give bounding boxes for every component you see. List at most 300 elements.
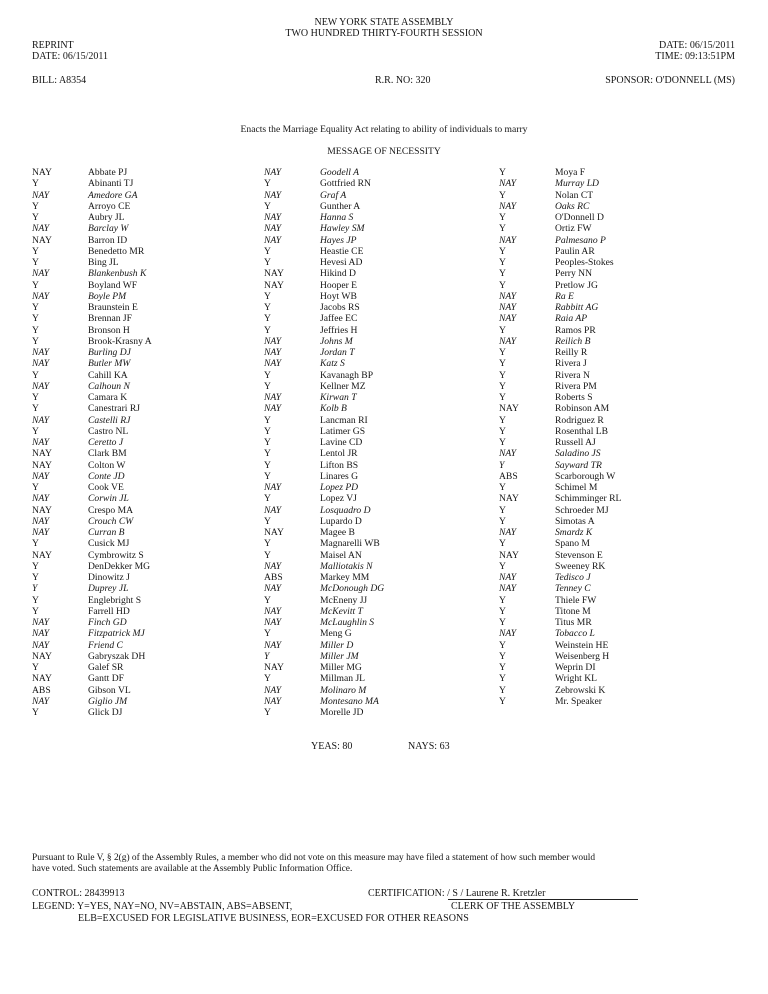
vote-value: Y (32, 560, 39, 572)
vote-row (32, 268, 152, 279)
vote-value: NAY (499, 403, 519, 415)
member-name: Jordan T (320, 347, 355, 358)
vote-value: Y (499, 212, 506, 223)
vote-row (264, 313, 384, 324)
member-name: Spano M (555, 538, 590, 550)
vote-row (32, 392, 152, 403)
vote-row (499, 550, 621, 561)
vote-value: Y (32, 425, 39, 437)
vote-row (264, 336, 384, 347)
member-name: Rosenthal LB (555, 425, 609, 437)
member-name: Gantt DF (88, 673, 124, 685)
member-name: Kellner MZ (320, 380, 366, 392)
vote-row (499, 358, 621, 369)
vote-value: NAY (499, 527, 517, 538)
vote-value: Y (32, 392, 39, 403)
vote-row (499, 685, 621, 696)
vote-row (499, 572, 621, 583)
vote-row (32, 212, 152, 223)
vote-value: NAY (32, 448, 52, 460)
member-name: O'Donnell D (555, 212, 604, 223)
vote-value: NAY (264, 662, 284, 673)
member-name: Castelli RJ (88, 414, 131, 426)
vote-row (32, 358, 152, 369)
vote-value: Y (499, 223, 506, 235)
vote-value: NAY (264, 583, 282, 595)
vote-value: Y (499, 617, 506, 628)
member-name: Magee B (320, 527, 355, 538)
vote-row (499, 178, 621, 189)
vote-value: Y (264, 650, 270, 662)
vote-value: NAY (264, 234, 282, 246)
vote-row (499, 640, 621, 651)
vote-row (264, 516, 384, 527)
member-name: Weinstein HE (555, 639, 609, 651)
member-name: Weisenberg H (555, 650, 610, 662)
vote-value: Y (264, 200, 271, 212)
member-name: Thiele FW (555, 594, 597, 606)
member-name: Hoyt WB (320, 290, 357, 302)
member-name: McLaughlin S (320, 617, 375, 628)
vote-value: NAY (264, 482, 282, 493)
vote-row (264, 628, 384, 639)
member-name: Lancman RI (320, 414, 368, 426)
vote-column-2 (264, 167, 384, 718)
member-name: Rivera J (555, 358, 587, 370)
vote-row (32, 291, 152, 302)
member-name: Bing JL (88, 257, 119, 268)
yeas-total: YEAS: 80 (311, 741, 353, 752)
vote-row (32, 572, 152, 583)
member-name: Saladino JS (555, 448, 601, 460)
vote-value: NAY (264, 335, 282, 347)
vote-value: Y (264, 628, 271, 640)
vote-value: Y (264, 459, 271, 471)
member-name: Robinson AM (555, 403, 610, 415)
vote-row (32, 336, 152, 347)
vote-value: NAY (264, 617, 282, 628)
vote-value: Y (264, 257, 271, 268)
member-name: Linares G (320, 470, 359, 482)
member-name: Losquadro D (320, 504, 371, 516)
vote-row (32, 628, 152, 639)
vote-value: NAY (32, 639, 50, 651)
member-name: Magnarelli WB (320, 538, 380, 550)
vote-row (499, 212, 621, 223)
vote-row (264, 437, 384, 448)
member-name: Dinowitz J (88, 572, 130, 583)
vote-value: Y (499, 504, 506, 516)
vote-value: Y (499, 605, 506, 617)
vote-row (264, 482, 384, 493)
vote-value: Y (32, 302, 39, 313)
member-name: Maisel AN (320, 549, 362, 561)
vote-row (32, 347, 152, 358)
vote-value: NAY (32, 504, 52, 516)
member-name: Lentol JR (320, 448, 358, 460)
vote-row (499, 606, 621, 617)
vote-row (499, 246, 621, 257)
vote-row (264, 685, 384, 696)
vote-row (499, 392, 621, 403)
vote-row (499, 493, 621, 504)
member-name: Glick DJ (88, 707, 123, 718)
member-name: Lopez PD (320, 482, 359, 493)
member-name: Perry NN (555, 268, 593, 280)
member-name: Morelle JD (320, 707, 364, 718)
vote-row (264, 358, 384, 369)
member-name: Abinanti TJ (88, 178, 134, 190)
vote-row (32, 448, 152, 459)
vote-value: NAY (264, 684, 282, 696)
vote-value: NAY (499, 234, 517, 246)
vote-row (264, 392, 384, 403)
vote-row (32, 223, 152, 234)
vote-value: NAY (499, 200, 517, 212)
vote-row (32, 471, 152, 482)
vote-value: NAY (32, 515, 50, 527)
vote-value: Y (499, 662, 506, 673)
vote-value: Y (264, 380, 271, 392)
member-name: Calhoun N (88, 380, 130, 392)
vote-value: Y (264, 470, 271, 482)
vote-value: Y (32, 538, 39, 550)
vote-row (499, 291, 621, 302)
member-name: Markey MM (320, 572, 370, 583)
vote-row (499, 561, 621, 572)
member-name: Simotas A (555, 515, 595, 527)
vote-value: NAY (264, 695, 282, 707)
vote-value: NAY (499, 335, 517, 347)
vote-value: NAY (264, 392, 282, 403)
member-name: Ramos PR (555, 324, 596, 336)
vote-row (264, 167, 384, 178)
vote-time: TIME: 09:13:51PM (655, 51, 735, 62)
vote-row (264, 583, 384, 594)
member-name: Barclay W (88, 223, 129, 235)
vote-value: Y (499, 245, 506, 257)
vote-value: Y (499, 257, 506, 268)
legend-line1: LEGEND: Y=YES, NAY=NO, NV=ABSTAIN, ABS=ABSENT, (32, 901, 293, 912)
member-name: Galef SR (88, 662, 124, 673)
vote-row (32, 370, 152, 381)
reprint-label: REPRINT (32, 40, 74, 51)
member-name: Schroeder MJ (555, 504, 609, 516)
vote-value: Y (32, 572, 39, 583)
vote-value: NAY (264, 189, 282, 201)
member-name: Zebrowski K (555, 684, 606, 696)
vote-value: NAY (499, 313, 517, 325)
vote-value: NAY (499, 583, 517, 595)
member-name: Murray LD (555, 178, 599, 190)
vote-row (264, 246, 384, 257)
member-name: Ceretto J (88, 437, 124, 448)
vote-value: Y (499, 684, 506, 696)
vote-row (499, 235, 621, 246)
vote-value: Y (32, 605, 39, 617)
vote-value: Y (499, 369, 506, 381)
vote-row (264, 347, 384, 358)
vote-value: Y (264, 302, 271, 313)
vote-row (32, 662, 152, 673)
vote-value: Y (499, 459, 505, 471)
vote-value: Y (264, 515, 271, 527)
vote-value: Y (264, 493, 271, 505)
member-name: Kavanagh BP (320, 369, 374, 381)
member-name: Palmesano P (555, 234, 606, 246)
vote-value: NAY (499, 448, 517, 460)
member-name: Gottfried RN (320, 178, 371, 190)
vote-value: NAY (499, 493, 519, 505)
vote-row (499, 370, 621, 381)
member-name: Aubry JL (88, 212, 125, 223)
vote-row (499, 696, 621, 707)
bill-number: BILL: A8354 (32, 75, 87, 86)
member-name: Graf A (320, 189, 347, 201)
member-name: Rivera PM (555, 380, 597, 392)
vote-value: Y (264, 245, 271, 257)
member-name: Hikind D (320, 268, 356, 280)
vote-row (264, 212, 384, 223)
vote-value: NAY (264, 403, 282, 415)
member-name: McEneny JJ (320, 594, 368, 606)
member-name: Wright KL (555, 673, 597, 685)
vote-value: Y (32, 245, 39, 257)
vote-value: Y (499, 695, 506, 707)
vote-row (32, 460, 152, 471)
vote-row (499, 336, 621, 347)
bill-description: Enacts the Marriage Equality Act relating to ability of individuals to marry (240, 124, 528, 135)
vote-row (499, 628, 621, 639)
vote-value: NAY (32, 358, 50, 370)
member-name: Weprin DI (555, 662, 596, 673)
vote-value: ABS (32, 684, 51, 696)
vote-row (264, 223, 384, 234)
vote-value: Y (264, 425, 271, 437)
vote-value: NAY (32, 493, 50, 505)
vote-value: Y (32, 178, 39, 190)
member-name: Gibson VL (88, 684, 131, 696)
member-name: Latimer GS (320, 425, 366, 437)
vote-row (32, 482, 152, 493)
member-name: Cahill KA (88, 369, 128, 381)
vote-row (264, 302, 384, 313)
vote-value: Y (264, 594, 271, 606)
session-title: TWO HUNDRED THIRTY-FOURTH SESSION (285, 28, 483, 39)
member-name: Finch GD (88, 617, 127, 628)
vote-row (32, 178, 152, 189)
vote-value: Y (32, 212, 39, 223)
vote-column-1 (32, 167, 152, 718)
vote-value: Y (264, 313, 271, 325)
member-name: Scarborough W (555, 470, 616, 482)
vote-value: Y (499, 358, 506, 370)
member-name: Brennan JF (88, 313, 132, 325)
member-name: Jaffee EC (320, 313, 358, 325)
vote-value: NAY (499, 302, 517, 313)
member-name: Boyland WF (88, 279, 138, 291)
member-name: Miller MG (320, 662, 362, 673)
vote-value: NAY (499, 290, 517, 302)
vote-value: NAY (32, 189, 50, 201)
vote-row (264, 640, 384, 651)
member-name: Rivera N (555, 369, 590, 381)
vote-value: Y (32, 335, 39, 347)
legend-line2: ELB=EXCUSED FOR LEGISLATIVE BUSINESS, EOR=EXCUSED FOR OTHER REASONS (78, 913, 469, 924)
vote-row (32, 403, 152, 414)
vote-value: NAY (32, 347, 50, 358)
vote-row (499, 223, 621, 234)
vote-row (264, 291, 384, 302)
member-name: Cymbrowitz S (88, 549, 144, 561)
member-name: Fitzpatrick MJ (88, 628, 145, 640)
member-name: Bronson H (88, 324, 130, 336)
vote-row (499, 505, 621, 516)
vote-value: NAY (32, 527, 50, 538)
vote-row (499, 651, 621, 662)
vote-row (264, 235, 384, 246)
member-name: Gabryszak DH (88, 650, 146, 662)
vote-value: Y (264, 324, 271, 336)
member-name: Rabbitt AG (555, 302, 599, 313)
vote-column-3 (499, 167, 621, 707)
vote-value: NAY (499, 549, 519, 561)
member-name: Molinaro M (320, 684, 367, 696)
vote-row (264, 403, 384, 414)
vote-value: NAY (264, 279, 284, 291)
member-name: Corwin JL (88, 493, 129, 505)
vote-row (264, 696, 384, 707)
vote-value: NAY (264, 167, 282, 178)
vote-value: Y (499, 268, 506, 280)
vote-value: Y (499, 425, 506, 437)
vote-row (264, 370, 384, 381)
member-name: Friend C (88, 639, 123, 651)
vote-row (32, 550, 152, 561)
vote-row (499, 403, 621, 414)
vote-value: Y (264, 707, 271, 718)
vote-row (499, 268, 621, 279)
vote-row (32, 325, 152, 336)
vote-row (264, 448, 384, 459)
vote-value: Y (32, 482, 39, 493)
member-name: Kirwan T (320, 392, 357, 403)
member-name: Stevenson E (555, 549, 603, 561)
vote-row (264, 325, 384, 336)
vote-value: NAY (264, 504, 282, 516)
member-name: Cusick MJ (88, 538, 130, 550)
member-name: Smardz K (555, 527, 593, 538)
vote-row (32, 707, 152, 718)
member-name: Gunther A (320, 200, 361, 212)
member-name: Lopez VJ (320, 493, 357, 505)
member-name: Reilly R (555, 347, 588, 358)
vote-row (264, 561, 384, 572)
member-name: Curran B (88, 527, 125, 538)
vote-row (32, 280, 152, 291)
vote-value: NAY (32, 459, 52, 471)
member-name: Englebright S (88, 594, 142, 606)
vote-row (264, 617, 384, 628)
vote-row (499, 471, 621, 482)
vote-value: NAY (499, 572, 517, 583)
member-name: Titone M (555, 605, 591, 617)
member-name: Clark BM (88, 448, 127, 460)
member-name: Katz S (320, 358, 345, 370)
member-name: Duprey JL (88, 583, 129, 595)
vote-row (264, 493, 384, 504)
vote-row (499, 617, 621, 628)
vote-row (264, 201, 384, 212)
vote-value: ABS (264, 572, 283, 583)
member-name: McKevitt T (320, 605, 363, 617)
vote-value: Y (499, 515, 506, 527)
vote-value: NAY (32, 549, 52, 561)
vote-value: Y (264, 673, 271, 685)
vote-row (499, 325, 621, 336)
vote-row (264, 426, 384, 437)
vote-row (32, 437, 152, 448)
member-name: Heastie CE (320, 245, 364, 257)
rule-note-line1: Pursuant to Rule V, § 2(g) of the Assembly Rules, a member who did not vote on this measure may have filed a statement of how such member would (32, 853, 596, 863)
vote-value: Y (32, 369, 39, 381)
rule-note-line2: have voted. Such statements are available at the Assembly Public Information Office. (32, 864, 353, 874)
vote-row (32, 516, 152, 527)
member-name: Miller JM (320, 650, 359, 662)
vote-value: ABS (499, 470, 518, 482)
member-name: Montesano MA (320, 695, 379, 707)
member-name: Crespo MA (88, 504, 134, 516)
vote-value: Y (499, 189, 506, 201)
vote-row (32, 505, 152, 516)
member-name: Kolb B (320, 403, 347, 415)
vote-value: Y (264, 549, 271, 561)
vote-row (32, 415, 152, 426)
vote-value: NAY (264, 527, 284, 538)
member-name: McDonough DG (320, 583, 385, 595)
member-name: Meng G (320, 628, 352, 640)
vote-value: NAY (32, 167, 52, 178)
sponsor: SPONSOR: O'DONNELL (MS) (605, 75, 735, 86)
vote-value: NAY (32, 290, 50, 302)
vote-value: NAY (264, 560, 282, 572)
member-name: Roberts S (555, 392, 593, 403)
member-name: Johns M (320, 335, 353, 347)
member-name: Schimminger RL (555, 493, 622, 505)
vote-row (32, 538, 152, 549)
member-name: Giglio JM (88, 695, 128, 707)
member-name: Lifton BS (320, 459, 359, 471)
vote-row (499, 516, 621, 527)
vote-value: NAY (264, 212, 282, 223)
vote-row (264, 595, 384, 606)
vote-value: NAY (264, 639, 282, 651)
member-name: Hawley SM (320, 223, 365, 235)
vote-value: NAY (32, 617, 50, 628)
vote-value: Y (32, 200, 39, 212)
vote-value: NAY (32, 223, 50, 235)
member-name: Abbate PJ (88, 167, 128, 178)
vote-row (499, 167, 621, 178)
vote-value: Y (32, 324, 39, 336)
vote-row (499, 201, 621, 212)
member-name: Oaks RC (555, 200, 590, 212)
vote-value: Y (499, 639, 506, 651)
vote-value: NAY (264, 358, 282, 370)
vote-row (499, 595, 621, 606)
member-name: Hayes JP (320, 234, 357, 246)
vote-row (264, 257, 384, 268)
